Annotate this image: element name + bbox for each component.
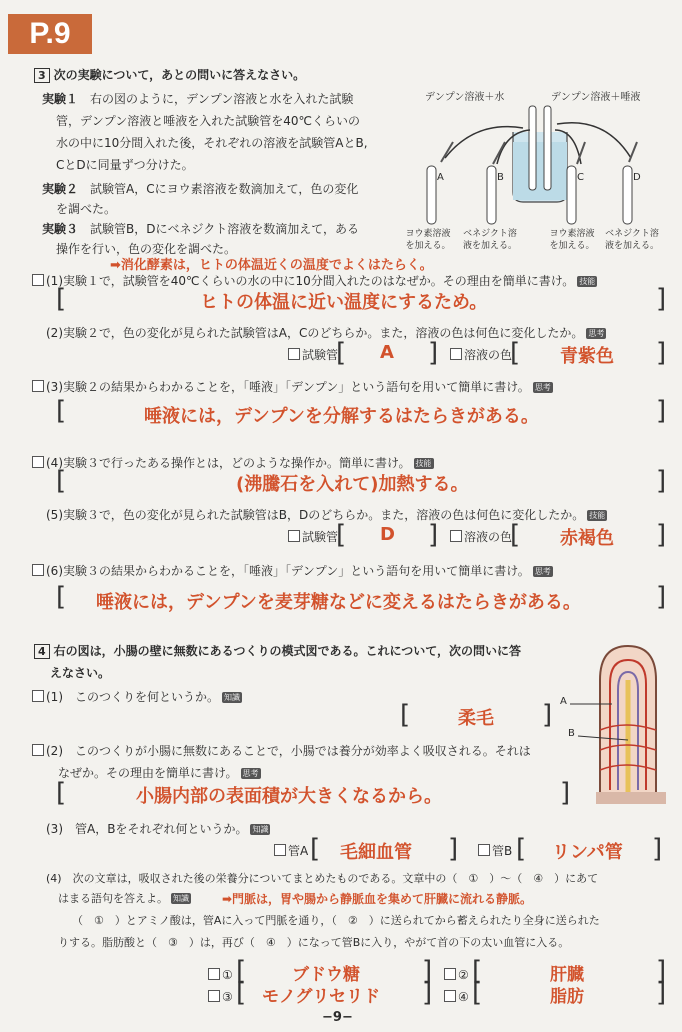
villus-drawing	[570, 640, 672, 806]
q4-p2-answer: 小腸内部の表面積が大きくなるから。	[136, 786, 442, 807]
q4-p4-label3: ③	[208, 986, 233, 1008]
exp2-line-1: を調べた。	[56, 202, 117, 216]
q3-p5-answer1: D	[380, 524, 395, 545]
page-number: −9−	[322, 1010, 353, 1025]
q3-p5-label2: 溶液の色	[450, 526, 512, 548]
q3-p4-answer: (沸騰石を入れて)加熱する。	[236, 474, 469, 495]
q3-p2-label1: 試験管	[288, 344, 338, 366]
q4-p3-label2: 管B	[478, 840, 512, 862]
q4-p1-question: (1) このつくりを何というか。 知識	[32, 686, 242, 708]
q4-p1-answer: 柔毛	[458, 708, 494, 729]
q4-p2-question-2: なぜか。その理由を簡単に書け。 思考	[58, 766, 259, 780]
q4-p4-answer3: モノグリセリド	[262, 987, 381, 1007]
q3-heading: 3 次の実験について，あとの問いに答えなさい。	[34, 64, 305, 86]
checkbox-q3-p1[interactable]	[32, 274, 44, 286]
q4-number: 4	[34, 644, 50, 659]
q3-note: ➡消化酵素は，ヒトの体温近くの温度でよくはたらく。	[110, 258, 433, 273]
q3-p6-question: (6)実験３の結果からわかることを，「唾液」「デンプン」という語句を用いて簡単に書け。 思考	[32, 560, 553, 582]
q3-p2-question: (2)実験２で，色の変化が見られた試験管はA，Cのどちらか。また，溶液の色は何色に変化したか。 思考	[46, 326, 605, 340]
fig-label-left: デンプン溶液＋水	[425, 92, 505, 103]
q4-p4-question-2: はまる語句を答えよ。 知識	[58, 892, 189, 905]
q3-p5-label1: 試験管	[288, 526, 338, 548]
villus-label-a: A	[560, 696, 567, 707]
q4-p4-answer4: 脂肪	[550, 987, 584, 1007]
q4-p4-label1: ①	[208, 964, 233, 986]
exp1-line-0: 実験１ 右の図のように，デンプン溶液と水を入れた試験	[42, 92, 354, 106]
q4-p4-label4: ④	[444, 986, 469, 1008]
exp1-line-1: 管，デンプン溶液と唾液を入れた試験管を40℃くらいの	[56, 114, 361, 128]
q3-p2-answer2: 青紫色	[560, 346, 614, 367]
q4-p3-label1: 管A	[274, 840, 308, 862]
q4-p4-answer1: ブドウ糖	[292, 965, 360, 985]
tube-label-b: B	[497, 172, 504, 183]
caption-d: ベネジクト溶 液を加える。	[604, 229, 659, 251]
q4-p3-question: (3) 管A，Bをそれぞれ何というか。 知識	[46, 822, 269, 836]
exp3-line-0: 実験３ 試験管B，Dにベネジクト溶液を数滴加えて，ある	[42, 222, 360, 236]
q4-heading: 4 右の図は，小腸の壁に無数にあるつくりの模式図である。これについて，次の問いに答	[34, 640, 521, 662]
q3-p5-answer2: 赤褐色	[560, 528, 614, 549]
q3-p1-question: (1)実験１で，試験管を40℃くらいの水の中に10分間入れたのはなぜか。その理由を簡単に書け。 技能	[32, 270, 597, 292]
tube-label-d: D	[633, 172, 641, 183]
q4-passage-1: （ ① ）とアミノ酸は，管Aに入って門脈を通り，（ ② ）に送られてから蓄えられたり全身に送られた	[72, 914, 600, 927]
q3-number: 3	[34, 68, 50, 83]
page-label: P.9	[8, 14, 92, 54]
fig-label-right: デンプン溶液＋唾液	[551, 92, 641, 103]
q4-passage-2: りする。脂肪酸と（ ③ ）は，再び（ ④ ）になって管Bに入り，やがて首の下の太い血管に入る。	[58, 936, 570, 949]
experiment-figure	[405, 80, 667, 255]
caption-b: ベネジクト溶 液を加える。	[462, 229, 517, 251]
q3-p4-question: (4)実験３で行ったある操作とは，どのような操作か。簡単に書け。 技能	[32, 452, 434, 474]
q4-note: ➡門脈は，胃や腸から静脈血を集めて肝臓に流れる静脈。	[222, 892, 533, 906]
q4-p2-question: (2) このつくりが小腸に無数にあることで，小腸では養分が効率よく吸収される。それは	[32, 740, 531, 762]
q3-p1-answer: ヒトの体温に近い温度にするため。	[200, 292, 488, 313]
q4-heading-2: えなさい。	[50, 666, 111, 680]
exp2-line-0: 実験２ 試験管A，Cにヨウ素溶液を数滴加えて，色の変化	[42, 182, 359, 196]
q4-p4-answer2: 肝臓	[550, 965, 584, 985]
exp1-line-3: CとDに同量ずつ分けた。	[56, 158, 194, 172]
villus-label-b: B	[568, 728, 575, 739]
q3-p5-question: (5)実験３で，色の変化が見られた試験管はB，Dのどちらか。また，溶液の色は何色に変化したか。 技能	[46, 508, 606, 522]
q3-p6-answer: 唾液には，デンプンを麦芽糖などに変えるはたらきがある。	[96, 592, 581, 613]
tube-label-c: C	[577, 172, 584, 183]
q4-p3-answer1: 毛細血管	[340, 842, 412, 863]
q3-p2-label2: 溶液の色	[450, 344, 512, 366]
exp1-line-2: 水の中に10分間入れた後，それぞれの溶液を試験管AとB,	[56, 136, 368, 150]
q4-p4-label2: ②	[444, 964, 469, 986]
q3-p3-question: (3)実験２の結果からわかることを，「唾液」「デンプン」という語句を用いて簡単に書け。 思考	[32, 376, 553, 398]
exp3-line-1: 操作を行い，色の変化を調べた。	[56, 242, 237, 256]
bracket-close: ]	[656, 284, 667, 314]
q3-p2-answer1: A	[380, 342, 394, 363]
q3-p3-answer: 唾液には，デンプンを分解するはたらきがある。	[144, 406, 539, 427]
bracket-open: [	[56, 284, 67, 314]
q4-p3-answer2: リンパ管	[552, 842, 623, 863]
caption-a: ヨウ素溶液 を加える。	[405, 229, 451, 251]
villus-figure	[560, 640, 672, 806]
tube-label-a: A	[437, 172, 444, 183]
q4-p4-question: (4) 次の文章は，吸収された後の栄養分についてまとめたものである。文章中の（ ① ）～（ ④ ）にあて	[46, 872, 599, 885]
caption-c: ヨウ素溶液 を加える。	[549, 229, 595, 251]
